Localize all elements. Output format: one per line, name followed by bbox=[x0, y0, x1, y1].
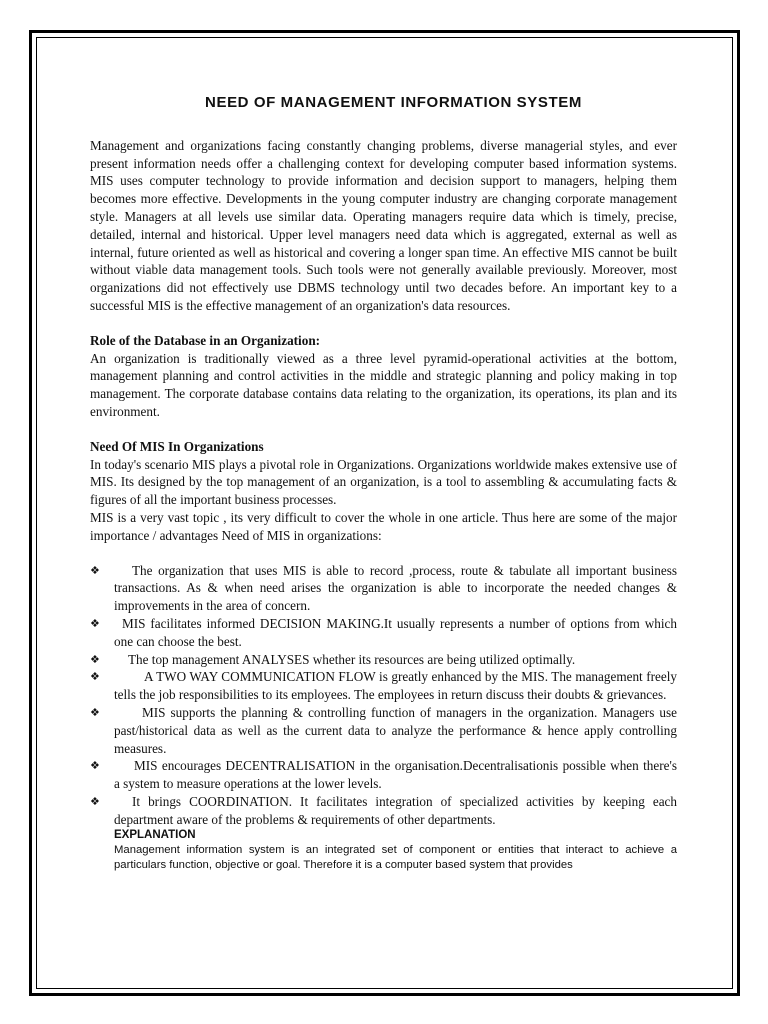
intro-paragraph: Management and organizations facing constantly changing problems, diverse managerial styles, and ever present information needs offer a challenging context for developing computer based information systems. MIS uses computer technology to provide information and decision support to managers, helping them becomes more effective. Developments in the young computer industry are changing corporate management style. Managers at all levels use similar data. Operating managers require data which is timely, precise, detailed, internal and historical. Upper level managers need data which is aggregated, external as well as internal, future oriented as well as historical and covering a longer span time. An effective MIS cannot be built without viable data management tools. Such tools were not generally available previously. Moreover, most organizations did not effectively use DBMS technology until two decades before. An important key to a successful MIS is the effective management of an organization's data resources. bbox=[90, 137, 677, 313]
list-item: ❖ It brings COORDINATION. It facilitates integration of specialized activities by keeping each department aware of the problems & requirements of other departments. bbox=[90, 793, 677, 827]
list-item: ❖ MIS supports the planning & controlling function of managers in the organization. Managers use past/historical data as well as the current data to analyze the performance & hence apply controlling measures. bbox=[90, 704, 677, 756]
document-page bbox=[90, 94, 677, 873]
list-item: ❖ The top management ANALYSES whether its resources are being utilized optimally. bbox=[90, 651, 576, 667]
list-item: ❖ MIS encourages DECENTRALISATION in the organisation.Decentralisationis possible when there's a system to measure operations at the lower levels. bbox=[90, 758, 677, 792]
page-title: NEED OF MANAGEMENT INFORMATION SYSTEM bbox=[205, 94, 582, 111]
list-item: ❖ A TWO WAY COMMUNICATION FLOW is greatly enhanced by the MIS. The management freely tells the job responsibilities to its employees. The employees in return discuss their doubts & grievances. bbox=[90, 669, 677, 703]
list-item: ❖ The organization that uses MIS is able to record ,process, route & tabulate all important business transactions. As & when need arises the organization is able to incorporate the needed changes & improvements in the area of concern. bbox=[90, 562, 677, 614]
need-of-mis-paragraph-1: In today's scenario MIS plays a pivotal role in Organizations. Organizations worldwide makes extensive use of MIS. Its designed by the top management of an organization, is a tool to assembling & accumulating facts & figures of all the important business processes. bbox=[90, 456, 677, 508]
database-role-paragraph: An organization is traditionally viewed as a three level pyramid-operational activities at the bottom, management planning and control activities in the middle and strategic planning and policy making in top management. The corporate database contains data relating to the organization, its operations, its plan and its environment. bbox=[90, 350, 677, 419]
explanation-heading: EXPLANATION bbox=[114, 829, 196, 842]
bullet-diamond-icon: ❖ bbox=[90, 670, 100, 684]
bullet-diamond-icon: ❖ bbox=[90, 563, 100, 577]
explanation-paragraph: Management information system is an integrated set of component or entities that interact to achieve a particulars function, objective or goal. Therefore it is a computer based system that provides bbox=[114, 844, 677, 872]
bullet-diamond-icon: ❖ bbox=[90, 652, 100, 666]
need-of-mis-paragraph-2: MIS is a very vast topic , its very difficult to cover the whole in one article. Thus here are some of the major importance / advantages Need of MIS in organizations: bbox=[90, 509, 677, 543]
advantages-list bbox=[90, 562, 677, 829]
bullet-diamond-icon: ❖ bbox=[90, 794, 100, 808]
bullet-diamond-icon: ❖ bbox=[90, 759, 100, 773]
section-heading-database-role: Role of the Database in an Organization: bbox=[90, 332, 321, 348]
section-heading-need-of-mis: Need Of MIS In Organizations bbox=[90, 438, 264, 454]
bullet-diamond-icon: ❖ bbox=[90, 616, 100, 630]
list-item: ❖ MIS facilitates informed DECISION MAKING.It usually represents a number of options from which one can choose the best. bbox=[90, 615, 677, 649]
bullet-diamond-icon: ❖ bbox=[90, 705, 100, 719]
